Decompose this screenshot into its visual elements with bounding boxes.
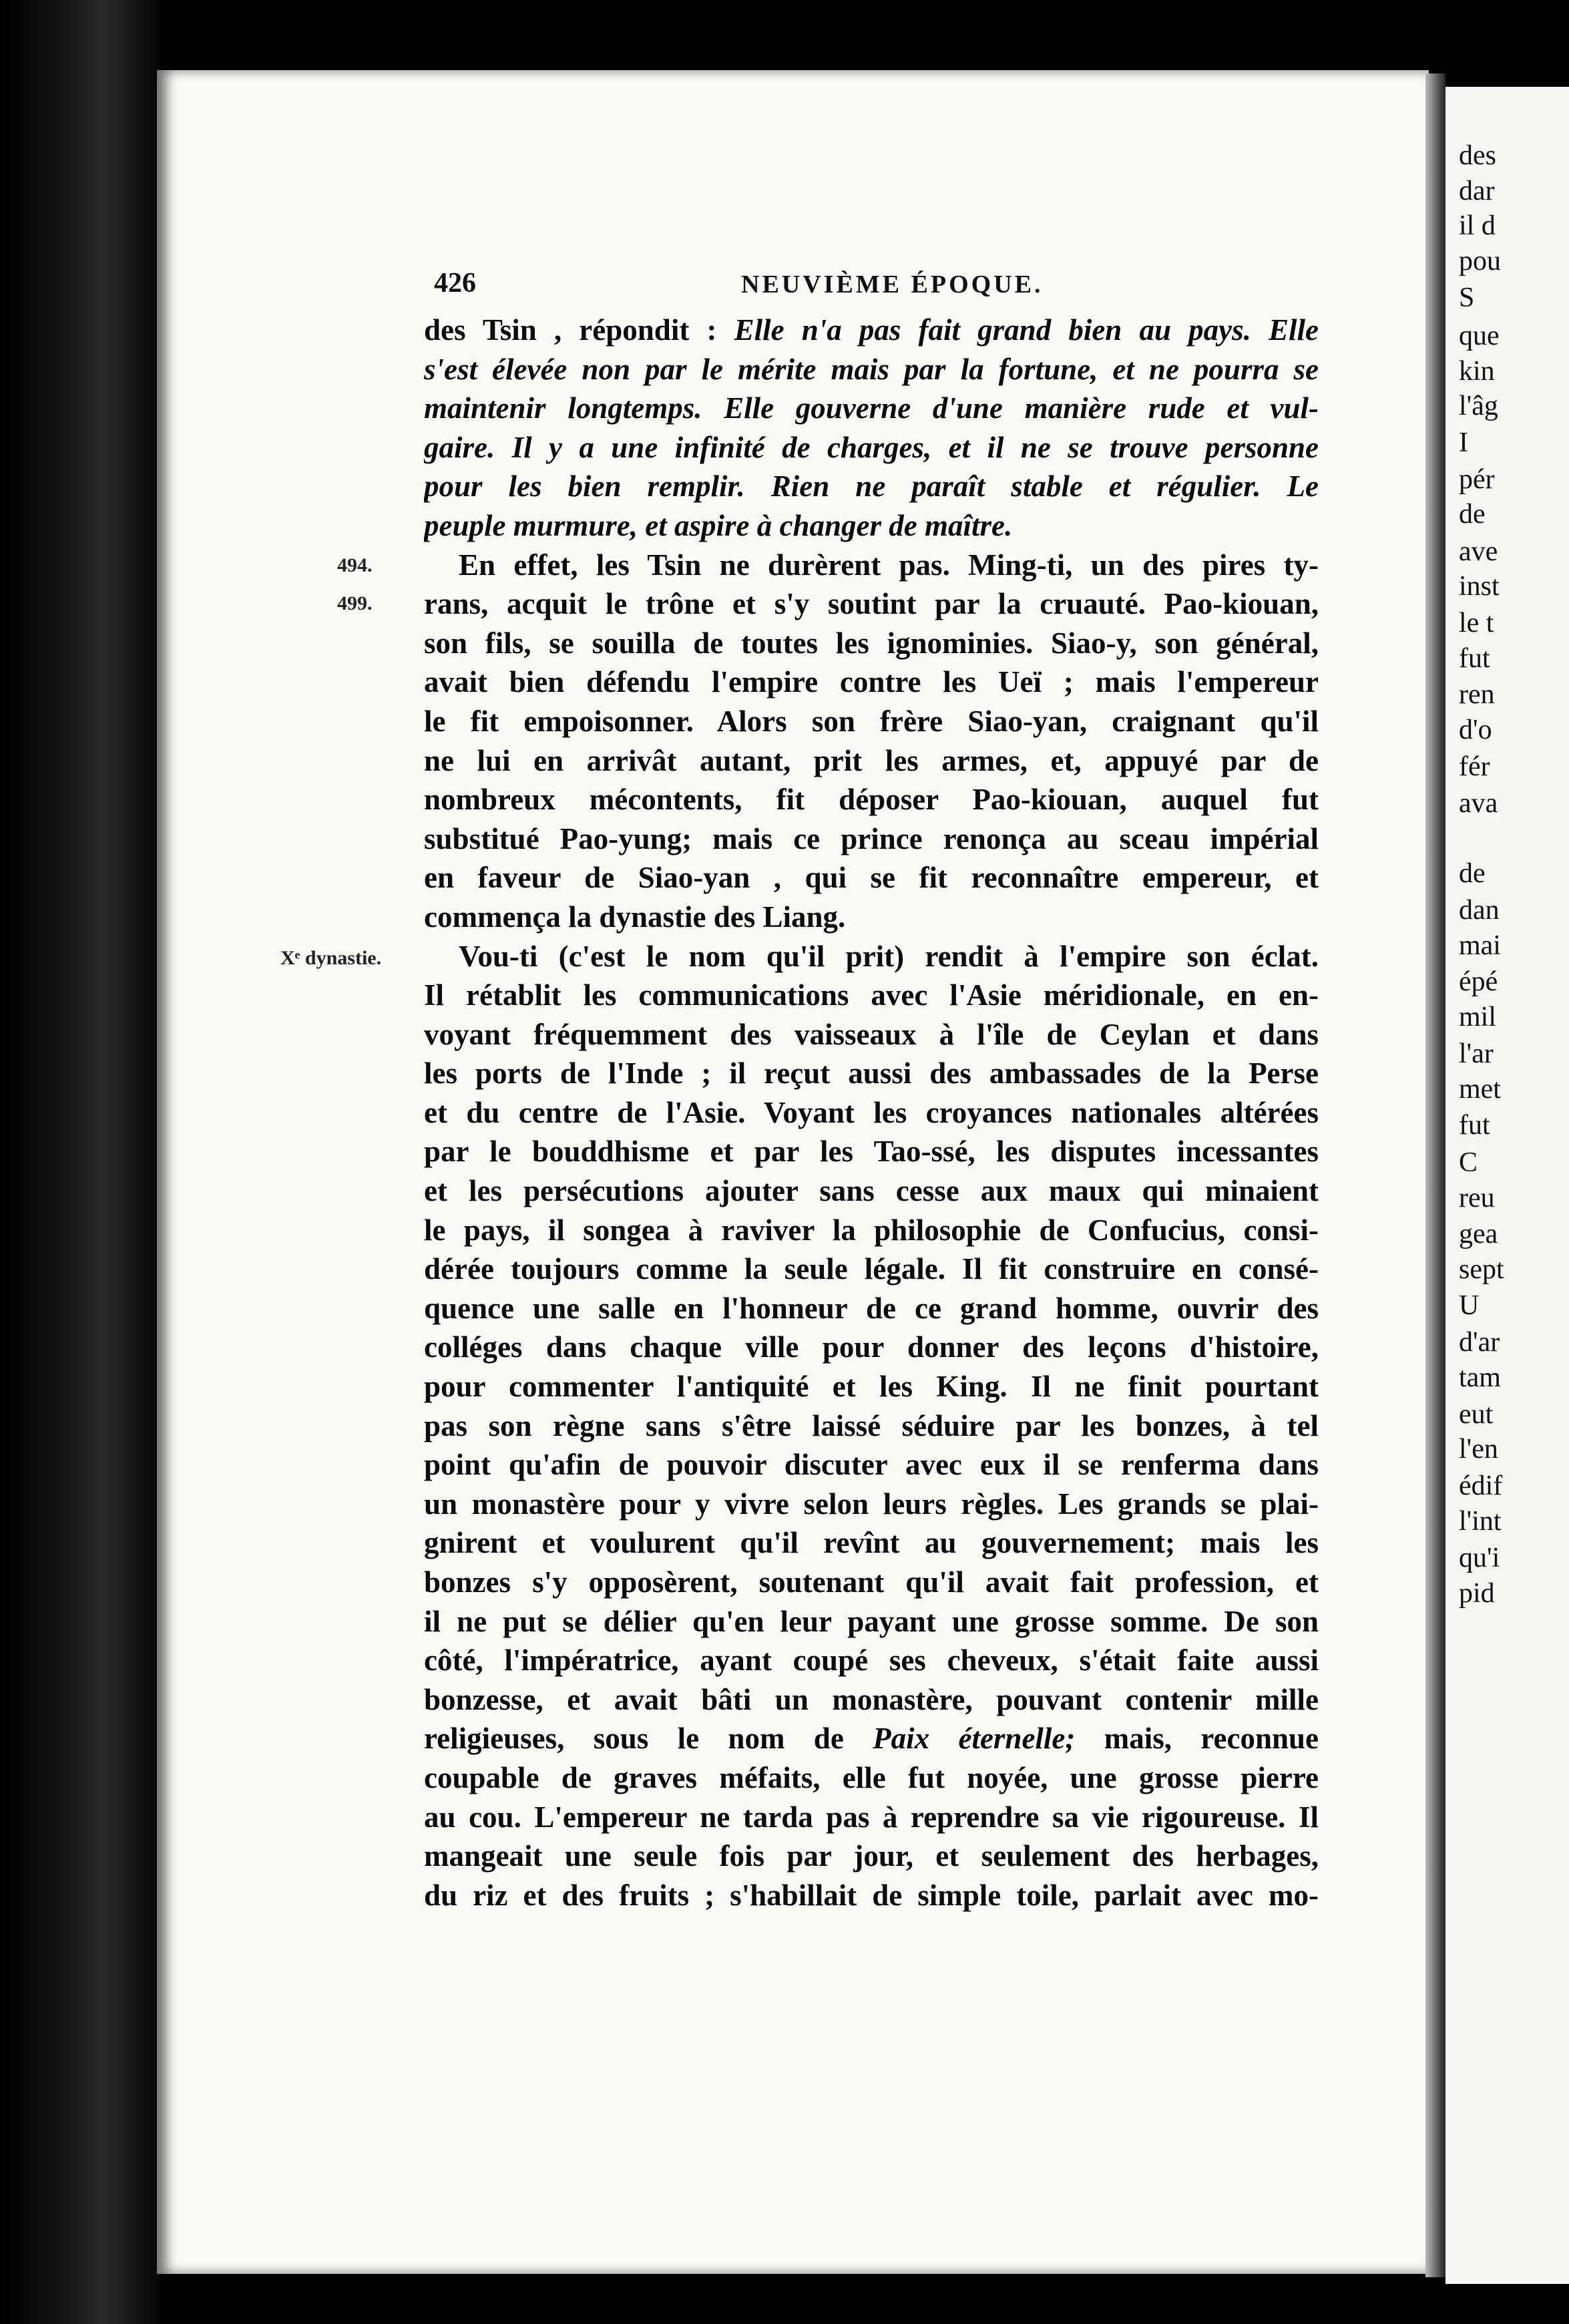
text-segment: nombreux mécontents, fit déposer Pao-kiouan, auquel fut xyxy=(424,783,1319,817)
right-page-line-fragment: S xyxy=(1459,282,1475,313)
text-segment: religieuses, sous le nom de xyxy=(424,1722,873,1756)
right-page-line-fragment: C xyxy=(1459,1147,1478,1178)
right-page-line-fragment: le t xyxy=(1459,608,1494,638)
text-line xyxy=(424,1093,1319,1133)
text-segment: coupable de graves méfaits, elle fut noyée, une grosse pierre xyxy=(424,1760,1319,1794)
text-line xyxy=(424,311,1319,350)
text-line xyxy=(424,1054,1319,1093)
italic-segment: Elle n'a pas fait grand bien au pays. Elle xyxy=(734,313,1319,347)
right-page-line-fragment: pid xyxy=(1459,1578,1495,1609)
text-segment: côté, l'impératrice, ayant coupé ses cheveux, s'était faite aussi xyxy=(424,1643,1319,1678)
text-line xyxy=(424,1641,1319,1680)
text-segment: En effet, les Tsin ne durèrent pas. Ming-ti, un des pires ty- xyxy=(459,548,1319,582)
text-line xyxy=(424,1798,1319,1837)
running-title: NEUVIÈME ÉPOQUE. xyxy=(741,270,1044,299)
italic-segment: Paix éternelle; xyxy=(873,1722,1076,1756)
right-page-line-fragment: fut xyxy=(1459,643,1490,674)
text-segment: ne lui en arrivât autant, prit les armes, et, appuyé par de xyxy=(424,743,1319,777)
text-segment: Il rétablit les communications avec l'Asie méridionale, en en- xyxy=(424,978,1319,1012)
text-line xyxy=(424,937,1319,976)
right-page-line-fragment: mai xyxy=(1459,930,1501,961)
page-number: 426 xyxy=(434,268,476,299)
text-segment: des Tsin , répondit : xyxy=(424,313,734,347)
text-line xyxy=(424,467,1319,506)
text-line xyxy=(424,1406,1319,1446)
text-segment: mangeait une seule fois par jour, et seulement des herbages, xyxy=(424,1839,1319,1873)
text-segment: en faveur de Siao-yan , qui se fit reconnaître empereur, et xyxy=(424,861,1319,895)
text-line xyxy=(424,662,1319,702)
text-segment: substitué Pao-yung; mais ce prince renonça au sceau impérial xyxy=(424,821,1319,855)
text-line xyxy=(424,1132,1319,1171)
right-page-line-fragment: eut xyxy=(1459,1399,1494,1430)
right-page-line-fragment: dan xyxy=(1459,895,1500,926)
text-line xyxy=(424,1836,1319,1876)
right-page-line-fragment: mil xyxy=(1459,1002,1497,1032)
text-line xyxy=(424,1876,1319,1915)
italic-segment: gaire. Il y a une infinité de charges, et il ne se trouve personne xyxy=(424,430,1319,464)
text-segment: mais, reconnue xyxy=(1075,1722,1319,1756)
text-segment: du riz et des fruits ; s'habillait de simple toile, parlait avec mo- xyxy=(424,1878,1319,1912)
text-line xyxy=(424,1015,1319,1054)
right-page-line-fragment: il d xyxy=(1459,210,1496,241)
text-line xyxy=(424,858,1319,898)
right-page-line-fragment: de xyxy=(1459,499,1486,530)
text-segment: pour commenter l'antiquité et les King. Il ne finit pourtant xyxy=(424,1370,1319,1404)
text-segment: colléges dans chaque ville pour donner des leçons d'histoire, xyxy=(424,1330,1319,1364)
right-page-line-fragment: inst xyxy=(1459,571,1500,602)
right-page-line-fragment: pér xyxy=(1459,464,1495,495)
text-line xyxy=(424,819,1319,859)
text-line xyxy=(424,428,1319,467)
text-segment: le fit empoisonner. Alors son frère Siao-yan, craignant qu'il xyxy=(424,704,1319,738)
right-page-line-fragment: de xyxy=(1459,858,1486,889)
margin-note-year-494: 494. xyxy=(337,554,373,576)
right-page-line-fragment: l'âg xyxy=(1459,391,1498,421)
text-line xyxy=(424,624,1319,663)
right-page-line-fragment: U xyxy=(1459,1290,1480,1321)
text-line xyxy=(424,1758,1319,1798)
text-segment: bonzesse, et avait bâti un monastère, pouvant contenir mille xyxy=(424,1682,1319,1716)
text-line xyxy=(424,780,1319,819)
text-line xyxy=(424,1485,1319,1524)
text-segment: Vou-ti (c'est le nom qu'il prit) rendit à l'empire son éclat. xyxy=(459,939,1319,973)
text-line xyxy=(424,1602,1319,1641)
right-page-line-fragment: ava xyxy=(1459,788,1498,819)
right-page-line-fragment: des xyxy=(1459,140,1496,171)
italic-segment: peuple murmure, et aspire à changer de maître. xyxy=(424,508,1013,542)
text-line xyxy=(424,1523,1319,1563)
text-line xyxy=(424,546,1319,585)
right-page-line-fragment: fut xyxy=(1459,1110,1490,1141)
italic-segment: maintenir longtemps. Elle gouverne d'une manière rude et vul- xyxy=(424,391,1319,425)
right-page-line-fragment: fér xyxy=(1459,751,1490,782)
right-page-line-fragment: que xyxy=(1459,321,1500,351)
right-page-line-fragment: pou xyxy=(1459,246,1501,276)
text-segment: par le bouddhisme et par les Tao-ssé, les disputes incessantes xyxy=(424,1135,1319,1169)
text-line xyxy=(424,1719,1319,1758)
right-page-line-fragment: l'ar xyxy=(1459,1038,1494,1069)
text-segment: pas son règne sans s'être laissé séduire par les bonzes, à tel xyxy=(424,1408,1319,1442)
text-line xyxy=(424,1289,1319,1328)
text-line xyxy=(424,976,1319,1015)
text-line xyxy=(424,1328,1319,1367)
text-segment: avait bien défendu l'empire contre les Ueï ; mais l'empereur xyxy=(424,665,1319,699)
text-segment: rans, acquit le trône et s'y soutint par la cruauté. Pao-kiouan, xyxy=(424,587,1319,621)
right-page-line-fragment: met xyxy=(1459,1074,1501,1105)
text-segment: gnirent et voulurent qu'il revînt au gouvernement; mais les xyxy=(424,1526,1319,1560)
right-page-line-fragment: ren xyxy=(1459,679,1495,710)
right-page-line-fragment: édif xyxy=(1459,1471,1503,1501)
right-page-line-fragment: l'int xyxy=(1459,1506,1502,1537)
right-page-line-fragment: d'o xyxy=(1459,715,1492,745)
text-segment: et les persécutions ajouter sans cesse aux maux qui minaient xyxy=(424,1174,1319,1208)
text-segment: au cou. L'empereur ne tarda pas à reprendre sa vie rigoureuse. Il xyxy=(424,1800,1319,1834)
text-line xyxy=(424,1211,1319,1250)
right-page-line-fragment: sept xyxy=(1459,1254,1504,1285)
right-page-line-fragment: kin xyxy=(1459,356,1495,387)
text-segment: et du centre de l'Asie. Voyant les croyances nationales altérées xyxy=(424,1095,1319,1129)
text-segment: un monastère pour y vivre selon leurs règles. Les grands se plai- xyxy=(424,1487,1319,1521)
right-page-line-fragment: I xyxy=(1459,427,1468,458)
book-binding-edge xyxy=(0,0,160,2324)
italic-segment: pour les bien remplir. Rien ne paraît stable et régulier. Le xyxy=(424,469,1319,504)
text-line xyxy=(424,506,1319,546)
page-gutter xyxy=(1425,73,1445,2277)
text-segment: point qu'afin de pouvoir discuter avec eux il se renferma dans xyxy=(424,1448,1319,1482)
text-line xyxy=(424,1249,1319,1289)
right-page-line-fragment: d'ar xyxy=(1459,1327,1500,1358)
right-page-line-fragment: dar xyxy=(1459,176,1495,206)
text-segment: les ports de l'Inde ; il reçut aussi des ambassades de la Perse xyxy=(424,1056,1319,1091)
text-line xyxy=(424,1563,1319,1602)
right-page-line-fragment: tam xyxy=(1459,1362,1501,1393)
text-line xyxy=(424,702,1319,741)
text-segment: quence une salle en l'honneur de ce grand homme, ouvrir des xyxy=(424,1291,1319,1325)
running-head xyxy=(434,267,1302,301)
text-segment: il ne put se délier qu'en leur payant une grosse somme. De son xyxy=(424,1604,1319,1638)
right-page-line-fragment: ave xyxy=(1459,536,1498,567)
text-segment: commença la dynastie des Liang. xyxy=(424,900,846,934)
text-line xyxy=(424,584,1319,624)
text-line xyxy=(424,1445,1319,1485)
text-line xyxy=(424,350,1319,389)
right-page-line-fragment: qu'i xyxy=(1459,1543,1500,1573)
text-segment: voyant fréquemment des vaisseaux à l'île de Ceylan et dans xyxy=(424,1017,1319,1051)
italic-segment: s'est élevée non par le mérite mais par la fortune, et ne pourra se xyxy=(424,352,1319,386)
text-segment: son fils, se souilla de toutes les ignominies. Siao-y, son général, xyxy=(424,626,1319,660)
right-page-line-fragment: reu xyxy=(1459,1183,1495,1213)
margin-note-year-499: 499. xyxy=(337,592,373,614)
text-line xyxy=(424,1367,1319,1406)
text-segment: dérée toujours comme la seule légale. Il fit construire en consé- xyxy=(424,1252,1319,1286)
right-page-line-fragment: épé xyxy=(1459,966,1498,997)
text-line xyxy=(424,1680,1319,1720)
margin-note-dynasty: Xᵉ dynastie. xyxy=(280,947,382,969)
body-text xyxy=(424,311,1319,1915)
text-line xyxy=(424,389,1319,428)
right-page-line-fragment: l'en xyxy=(1459,1434,1498,1465)
text-segment: le pays, il songea à raviver la philosophie de Confucius, consi- xyxy=(424,1213,1319,1247)
right-page-line-fragment: gea xyxy=(1459,1219,1498,1249)
text-line xyxy=(424,898,1319,937)
right-page xyxy=(1445,87,1569,2284)
text-line xyxy=(424,1171,1319,1211)
text-segment: bonzes s'y opposèrent, soutenant qu'il avait fait profession, et xyxy=(424,1565,1319,1599)
text-line xyxy=(424,741,1319,781)
